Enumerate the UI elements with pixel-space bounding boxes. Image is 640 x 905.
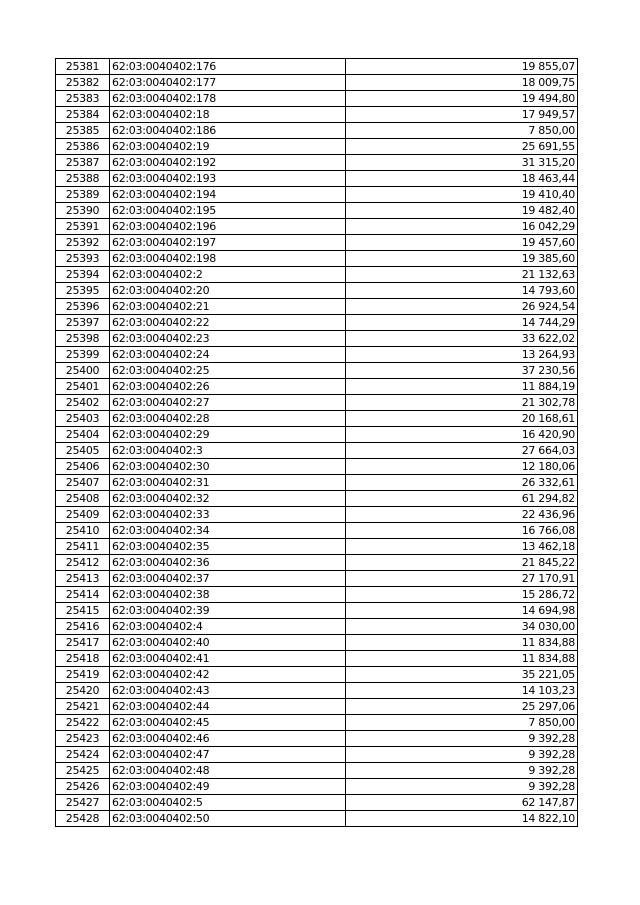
cadastral-number-cell: 62:03:0040402:198 — [110, 251, 346, 267]
value-cell: 22 436,96 — [346, 507, 578, 523]
row-number-cell: 25389 — [56, 187, 110, 203]
row-number-cell: 25423 — [56, 731, 110, 747]
value-cell: 18 009,75 — [346, 75, 578, 91]
row-number-cell: 25408 — [56, 491, 110, 507]
cadastral-number-cell: 62:03:0040402:2 — [110, 267, 346, 283]
cadastral-number-cell: 62:03:0040402:38 — [110, 587, 346, 603]
table-row — [56, 411, 578, 427]
value-cell: 17 949,57 — [346, 107, 578, 123]
value-cell: 19 410,40 — [346, 187, 578, 203]
table-row — [56, 75, 578, 91]
table-row — [56, 187, 578, 203]
row-number-cell: 25411 — [56, 539, 110, 555]
row-number-cell: 25415 — [56, 603, 110, 619]
table-row — [56, 779, 578, 795]
cadastral-number-cell: 62:03:0040402:42 — [110, 667, 346, 683]
table-row — [56, 379, 578, 395]
cadastral-number-cell: 62:03:0040402:24 — [110, 347, 346, 363]
row-number-cell: 25410 — [56, 523, 110, 539]
cadastral-number-cell: 62:03:0040402:40 — [110, 635, 346, 651]
table-row — [56, 283, 578, 299]
table-row — [56, 763, 578, 779]
cadastral-number-cell: 62:03:0040402:195 — [110, 203, 346, 219]
value-cell: 15 286,72 — [346, 587, 578, 603]
row-number-cell: 25419 — [56, 667, 110, 683]
row-number-cell: 25397 — [56, 315, 110, 331]
cadastral-number-cell: 62:03:0040402:18 — [110, 107, 346, 123]
value-cell: 11 884,19 — [346, 379, 578, 395]
row-number-cell: 25402 — [56, 395, 110, 411]
row-number-cell: 25394 — [56, 267, 110, 283]
table-row — [56, 715, 578, 731]
row-number-cell: 25383 — [56, 91, 110, 107]
value-cell: 16 766,08 — [346, 523, 578, 539]
row-number-cell: 25385 — [56, 123, 110, 139]
value-cell: 9 392,28 — [346, 747, 578, 763]
row-number-cell: 25392 — [56, 235, 110, 251]
value-cell: 61 294,82 — [346, 491, 578, 507]
cadastral-number-cell: 62:03:0040402:192 — [110, 155, 346, 171]
row-number-cell: 25425 — [56, 763, 110, 779]
value-cell: 18 463,44 — [346, 171, 578, 187]
cadastral-number-cell: 62:03:0040402:21 — [110, 299, 346, 315]
table-row — [56, 107, 578, 123]
value-cell: 21 132,63 — [346, 267, 578, 283]
table-row — [56, 507, 578, 523]
cadastral-number-cell: 62:03:0040402:5 — [110, 795, 346, 811]
value-cell: 14 793,60 — [346, 283, 578, 299]
value-cell: 7 850,00 — [346, 123, 578, 139]
value-cell: 19 457,60 — [346, 235, 578, 251]
row-number-cell: 25386 — [56, 139, 110, 155]
value-cell: 14 694,98 — [346, 603, 578, 619]
value-cell: 31 315,20 — [346, 155, 578, 171]
table-row — [56, 139, 578, 155]
cadastral-number-cell: 62:03:0040402:41 — [110, 651, 346, 667]
cadastral-number-cell: 62:03:0040402:35 — [110, 539, 346, 555]
cadastral-number-cell: 62:03:0040402:37 — [110, 571, 346, 587]
value-cell: 19 494,80 — [346, 91, 578, 107]
table-row — [56, 347, 578, 363]
row-number-cell: 25427 — [56, 795, 110, 811]
cadastral-number-cell: 62:03:0040402:26 — [110, 379, 346, 395]
cadastral-number-cell: 62:03:0040402:23 — [110, 331, 346, 347]
cadastral-number-cell: 62:03:0040402:20 — [110, 283, 346, 299]
table-row — [56, 251, 578, 267]
row-number-cell: 25396 — [56, 299, 110, 315]
row-number-cell: 25407 — [56, 475, 110, 491]
table-row — [56, 219, 578, 235]
row-number-cell: 25384 — [56, 107, 110, 123]
value-cell: 13 264,93 — [346, 347, 578, 363]
cadastral-number-cell: 62:03:0040402:29 — [110, 427, 346, 443]
cadastral-number-cell: 62:03:0040402:27 — [110, 395, 346, 411]
cadastral-number-cell: 62:03:0040402:22 — [110, 315, 346, 331]
row-number-cell: 25401 — [56, 379, 110, 395]
table-body — [56, 59, 578, 827]
value-cell: 20 168,61 — [346, 411, 578, 427]
row-number-cell: 25409 — [56, 507, 110, 523]
row-number-cell: 25400 — [56, 363, 110, 379]
value-cell: 7 850,00 — [346, 715, 578, 731]
value-cell: 13 462,18 — [346, 539, 578, 555]
row-number-cell: 25420 — [56, 683, 110, 699]
cadastral-number-cell: 62:03:0040402:46 — [110, 731, 346, 747]
cadastral-number-cell: 62:03:0040402:4 — [110, 619, 346, 635]
row-number-cell: 25422 — [56, 715, 110, 731]
cadastral-number-cell: 62:03:0040402:186 — [110, 123, 346, 139]
table-row — [56, 731, 578, 747]
table-row — [56, 123, 578, 139]
value-cell: 14 822,10 — [346, 811, 578, 827]
table-row — [56, 635, 578, 651]
table-row — [56, 571, 578, 587]
row-number-cell: 25395 — [56, 283, 110, 299]
value-cell: 62 147,87 — [346, 795, 578, 811]
value-cell: 26 332,61 — [346, 475, 578, 491]
row-number-cell: 25388 — [56, 171, 110, 187]
row-number-cell: 25418 — [56, 651, 110, 667]
cadastral-number-cell: 62:03:0040402:3 — [110, 443, 346, 459]
row-number-cell: 25406 — [56, 459, 110, 475]
value-cell: 11 834,88 — [346, 651, 578, 667]
cadastral-number-cell: 62:03:0040402:44 — [110, 699, 346, 715]
value-cell: 25 691,55 — [346, 139, 578, 155]
value-cell: 21 845,22 — [346, 555, 578, 571]
cadastral-number-cell: 62:03:0040402:32 — [110, 491, 346, 507]
cadastral-number-cell: 62:03:0040402:33 — [110, 507, 346, 523]
value-cell: 35 221,05 — [346, 667, 578, 683]
row-number-cell: 25412 — [56, 555, 110, 571]
cadastral-number-cell: 62:03:0040402:28 — [110, 411, 346, 427]
cadastral-number-cell: 62:03:0040402:19 — [110, 139, 346, 155]
row-number-cell: 25417 — [56, 635, 110, 651]
value-cell: 9 392,28 — [346, 779, 578, 795]
value-cell: 19 482,40 — [346, 203, 578, 219]
table-row — [56, 555, 578, 571]
row-number-cell: 25393 — [56, 251, 110, 267]
cadastral-value-table — [55, 58, 578, 827]
cadastral-number-cell: 62:03:0040402:194 — [110, 187, 346, 203]
table-row — [56, 235, 578, 251]
table-row — [56, 683, 578, 699]
table-row — [56, 427, 578, 443]
cadastral-number-cell: 62:03:0040402:193 — [110, 171, 346, 187]
row-number-cell: 25399 — [56, 347, 110, 363]
cadastral-number-cell: 62:03:0040402:178 — [110, 91, 346, 107]
cadastral-number-cell: 62:03:0040402:50 — [110, 811, 346, 827]
cadastral-number-cell: 62:03:0040402:25 — [110, 363, 346, 379]
cadastral-number-cell: 62:03:0040402:48 — [110, 763, 346, 779]
value-cell: 26 924,54 — [346, 299, 578, 315]
cadastral-number-cell: 62:03:0040402:197 — [110, 235, 346, 251]
row-number-cell: 25414 — [56, 587, 110, 603]
value-cell: 11 834,88 — [346, 635, 578, 651]
table-row — [56, 667, 578, 683]
cadastral-number-cell: 62:03:0040402:47 — [110, 747, 346, 763]
table-row — [56, 795, 578, 811]
table-row — [56, 539, 578, 555]
row-number-cell: 25387 — [56, 155, 110, 171]
row-number-cell: 25426 — [56, 779, 110, 795]
row-number-cell: 25391 — [56, 219, 110, 235]
table-row — [56, 299, 578, 315]
row-number-cell: 25382 — [56, 75, 110, 91]
table-row — [56, 203, 578, 219]
row-number-cell: 25398 — [56, 331, 110, 347]
table-row — [56, 491, 578, 507]
value-cell: 34 030,00 — [346, 619, 578, 635]
table-row — [56, 651, 578, 667]
table-row — [56, 331, 578, 347]
value-cell: 19 385,60 — [346, 251, 578, 267]
row-number-cell: 25416 — [56, 619, 110, 635]
cadastral-number-cell: 62:03:0040402:31 — [110, 475, 346, 491]
row-number-cell: 25405 — [56, 443, 110, 459]
table-row — [56, 171, 578, 187]
cadastral-number-cell: 62:03:0040402:45 — [110, 715, 346, 731]
table-row — [56, 587, 578, 603]
table-row — [56, 59, 578, 75]
value-cell: 14 103,23 — [346, 683, 578, 699]
cadastral-number-cell: 62:03:0040402:49 — [110, 779, 346, 795]
cadastral-number-cell: 62:03:0040402:196 — [110, 219, 346, 235]
cadastral-number-cell: 62:03:0040402:34 — [110, 523, 346, 539]
table-row — [56, 619, 578, 635]
row-number-cell: 25413 — [56, 571, 110, 587]
value-cell: 27 170,91 — [346, 571, 578, 587]
row-number-cell: 25424 — [56, 747, 110, 763]
value-cell: 16 420,90 — [346, 427, 578, 443]
value-cell: 25 297,06 — [346, 699, 578, 715]
table-row — [56, 395, 578, 411]
table-row — [56, 267, 578, 283]
table-row — [56, 699, 578, 715]
cadastral-number-cell: 62:03:0040402:30 — [110, 459, 346, 475]
row-number-cell: 25403 — [56, 411, 110, 427]
value-cell: 19 855,07 — [346, 59, 578, 75]
table-row — [56, 155, 578, 171]
row-number-cell: 25421 — [56, 699, 110, 715]
row-number-cell: 25381 — [56, 59, 110, 75]
cadastral-number-cell: 62:03:0040402:176 — [110, 59, 346, 75]
value-cell: 14 744,29 — [346, 315, 578, 331]
table-row — [56, 443, 578, 459]
table-row — [56, 315, 578, 331]
cadastral-number-cell: 62:03:0040402:39 — [110, 603, 346, 619]
value-cell: 37 230,56 — [346, 363, 578, 379]
value-cell: 27 664,03 — [346, 443, 578, 459]
table-row — [56, 475, 578, 491]
value-cell: 33 622,02 — [346, 331, 578, 347]
table-row — [56, 91, 578, 107]
cadastral-number-cell: 62:03:0040402:36 — [110, 555, 346, 571]
table-row — [56, 811, 578, 827]
row-number-cell: 25390 — [56, 203, 110, 219]
table-row — [56, 747, 578, 763]
table-row — [56, 603, 578, 619]
table-row — [56, 523, 578, 539]
cadastral-number-cell: 62:03:0040402:177 — [110, 75, 346, 91]
row-number-cell: 25428 — [56, 811, 110, 827]
value-cell: 9 392,28 — [346, 731, 578, 747]
value-cell: 21 302,78 — [346, 395, 578, 411]
row-number-cell: 25404 — [56, 427, 110, 443]
value-cell: 12 180,06 — [346, 459, 578, 475]
cadastral-number-cell: 62:03:0040402:43 — [110, 683, 346, 699]
value-cell: 16 042,29 — [346, 219, 578, 235]
table-row — [56, 459, 578, 475]
value-cell: 9 392,28 — [346, 763, 578, 779]
table-row — [56, 363, 578, 379]
